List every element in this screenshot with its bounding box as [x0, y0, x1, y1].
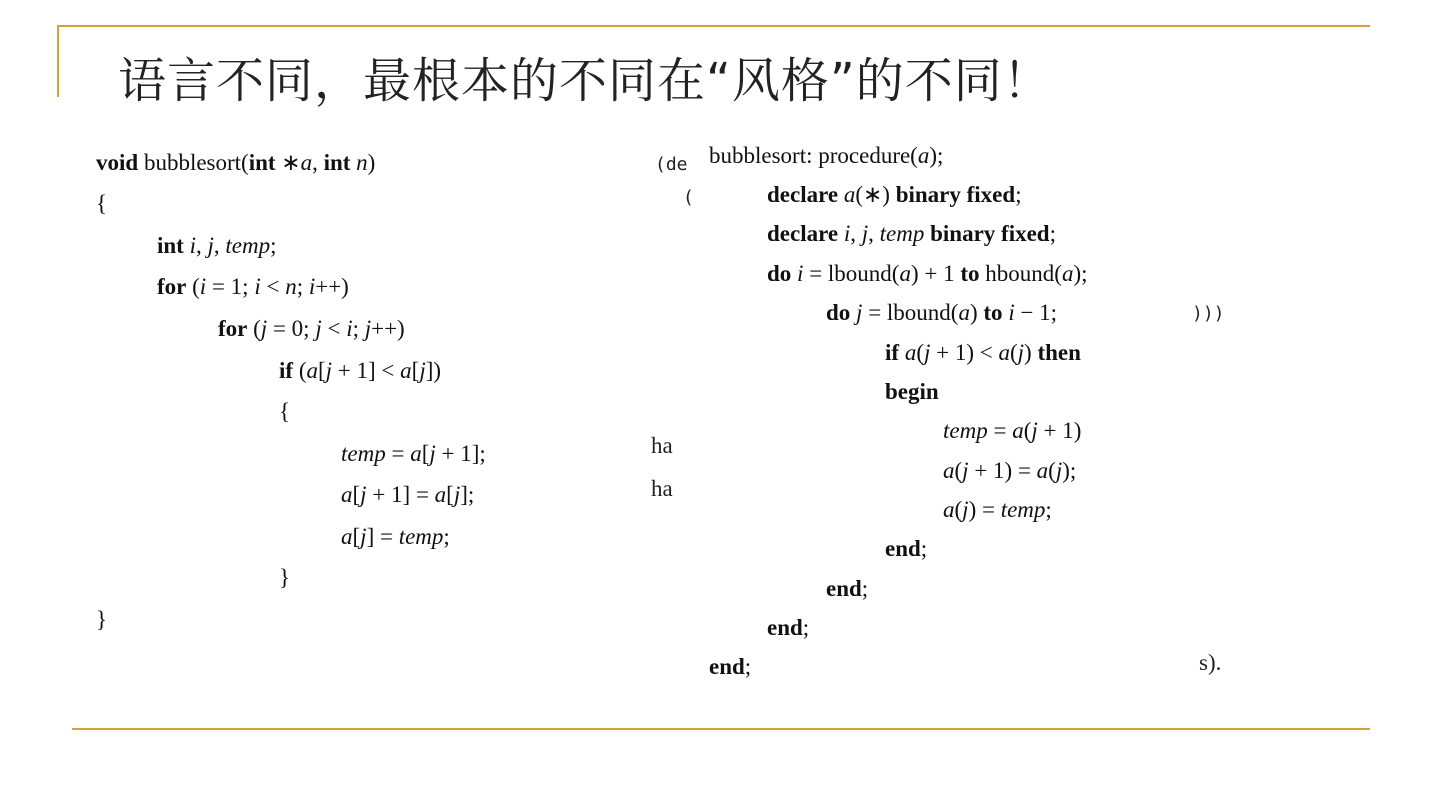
- fragment-de: (de: [655, 154, 688, 175]
- code-line: temp = a(j + 1): [943, 418, 1082, 443]
- accent-top-rule: [57, 25, 1370, 27]
- code-line: {: [96, 191, 108, 216]
- code-line: end;: [885, 536, 928, 561]
- fragment-ha-2: ha: [651, 476, 673, 501]
- fragment-close-parens: ))): [1192, 303, 1225, 324]
- code-line: do i = lbound(a) + 1 to hbound(a);: [767, 261, 1088, 286]
- code-line: do j = lbound(a) to i − 1;: [826, 300, 1058, 325]
- code-line: if a(j + 1) < a(j) then: [885, 340, 1081, 365]
- code-line: begin: [885, 379, 939, 404]
- code-line: temp = a[j + 1];: [341, 441, 486, 466]
- fragment-s-end: s).: [1199, 650, 1222, 675]
- code-line: end;: [826, 576, 869, 601]
- code-line: if (a[j + 1] < a[j]): [279, 358, 442, 383]
- accent-bottom-rule: [72, 728, 1370, 730]
- code-line: void bubblesort(int ∗a, int n): [96, 150, 376, 175]
- code-line: declare a(∗) binary fixed;: [767, 182, 1022, 207]
- code-line: declare i, j, temp binary fixed;: [767, 221, 1056, 246]
- code-line: for (i = 1; i < n; i++): [157, 274, 349, 299]
- code-line: end;: [767, 615, 810, 640]
- code-line: end;: [709, 654, 752, 679]
- fragment-ha-1: ha: [651, 433, 673, 458]
- code-line: bubblesort: procedure(a);: [709, 143, 944, 168]
- code-line: a[j + 1] = a[j];: [341, 482, 475, 507]
- code-line: int i, j, temp;: [157, 233, 277, 258]
- code-line: }: [96, 607, 108, 632]
- code-line: {: [279, 399, 291, 424]
- code-line: a(j + 1) = a(j);: [943, 458, 1077, 483]
- fragment-paren: (: [683, 187, 694, 208]
- accent-side-rule: [57, 25, 59, 97]
- slide-title: 语言不同，最根本的不同在“风格”的不同！: [118, 53, 1052, 109]
- code-line: a(j) = temp;: [943, 497, 1052, 522]
- code-line: for (j = 0; j < i; j++): [218, 316, 405, 341]
- code-line: a[j] = temp;: [341, 524, 450, 549]
- code-line: }: [279, 565, 291, 590]
